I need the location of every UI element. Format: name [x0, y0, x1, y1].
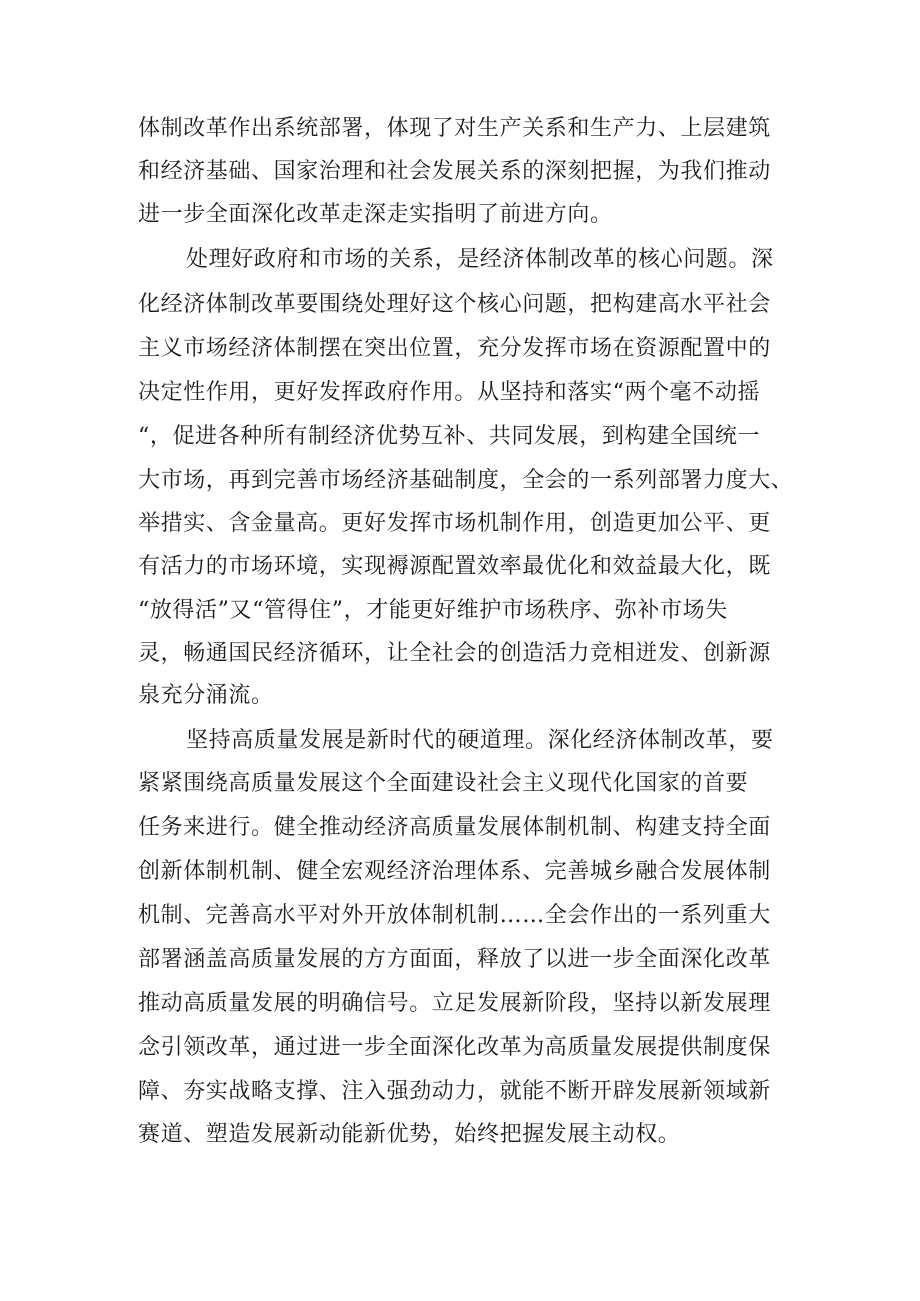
paragraph-3-line-8: 念引领改革，通过进一步全面深化改革为高质量发展提供制度保 — [138, 1035, 771, 1060]
paragraph-2-line-5: “，促进各种所有制经济优势互补、共同发展，到构建全国统一 — [138, 424, 761, 449]
paragraph-3-line-9: 障、夯实战略支撑、注入强劲动力，就能不断开辟发展新领域新 — [138, 1079, 771, 1104]
paragraph-2-line-2: 化经济体制改革要围绕处理好这个核心问题，把构建高水平社会 — [138, 292, 771, 317]
paragraph-2-line-4: 决定性作用，更好发挥政府作用。从坚持和落实“两个毫不动摇 — [138, 380, 761, 405]
paragraph-3-line-10: 赛道、塑造发展新动能新优势，始终把握发展主动权。 — [138, 1122, 681, 1147]
paragraph-1-line-3: 进一步全面深化改革走深走实指明了前进方向。 — [138, 202, 613, 227]
paragraph-3-line-6: 部署涵盖高质量发展的方方面面，释放了以进一步全面深化改革 — [138, 947, 771, 972]
paragraph-2-line-1: 处理好政府和市场的关系，是经济体制改革的核心问题。深 — [186, 247, 774, 272]
paragraph-3-line-3: 任务来进行。健全推动经济高质量发展体制机制、构建支持全面 — [138, 815, 771, 840]
paragraph-3-line-7: 推动高质量发展的明确信号。立足发展新阶段，坚持以新发展理 — [138, 991, 771, 1016]
paragraph-2-line-8: 有活力的市场环境，实现褥源配置效率最优化和效益最大化，既 — [138, 554, 771, 579]
paragraph-2-line-6: 大市场，再到完善市场经济基础制度，全会的一系列部署力度大、 — [138, 468, 794, 493]
paragraph-1-line-1: 体制改革作出系统部署，体现了对生产关系和生产力、上层建筑 — [138, 116, 771, 141]
paragraph-2-line-3: 主义市场经济体制摆在突出位置，充分发挥市场在资源配置中的 — [138, 336, 771, 361]
paragraph-2-line-10: 灵，畅通国民经济循环，让全社会的创造活力竞相迸发、创新源 — [138, 641, 771, 666]
paragraph-3-line-2: 紧紧围绕高质量发展这个全面建设社会主义现代化国家的首要 — [138, 771, 749, 796]
paragraph-2-line-9: “放得活”又“管得住”，才能更好维护市场秩序、弥补市场失 — [138, 598, 728, 623]
paragraph-3-line-1: 坚持高质量发展是新时代的硬道理。深化经济体制改革，要 — [186, 728, 774, 753]
paragraph-2-line-7: 举措实、含金量高。更好发挥市场机制作用，创造更加公平、更 — [138, 511, 771, 536]
paragraph-2-line-11: 泉充分涌流。 — [138, 683, 274, 708]
paragraph-3-line-5: 机制、完善高水平对外开放体制机制……全会作出的一系列重大 — [138, 903, 771, 928]
paragraph-3-line-4: 创新体制机制、健全宏观经济治理体系、完善城乡融合发展体制 — [138, 859, 771, 884]
paragraph-1-line-2: 和经济基础、国家治理和社会发展关系的深刻把握，为我们推动 — [138, 159, 771, 184]
